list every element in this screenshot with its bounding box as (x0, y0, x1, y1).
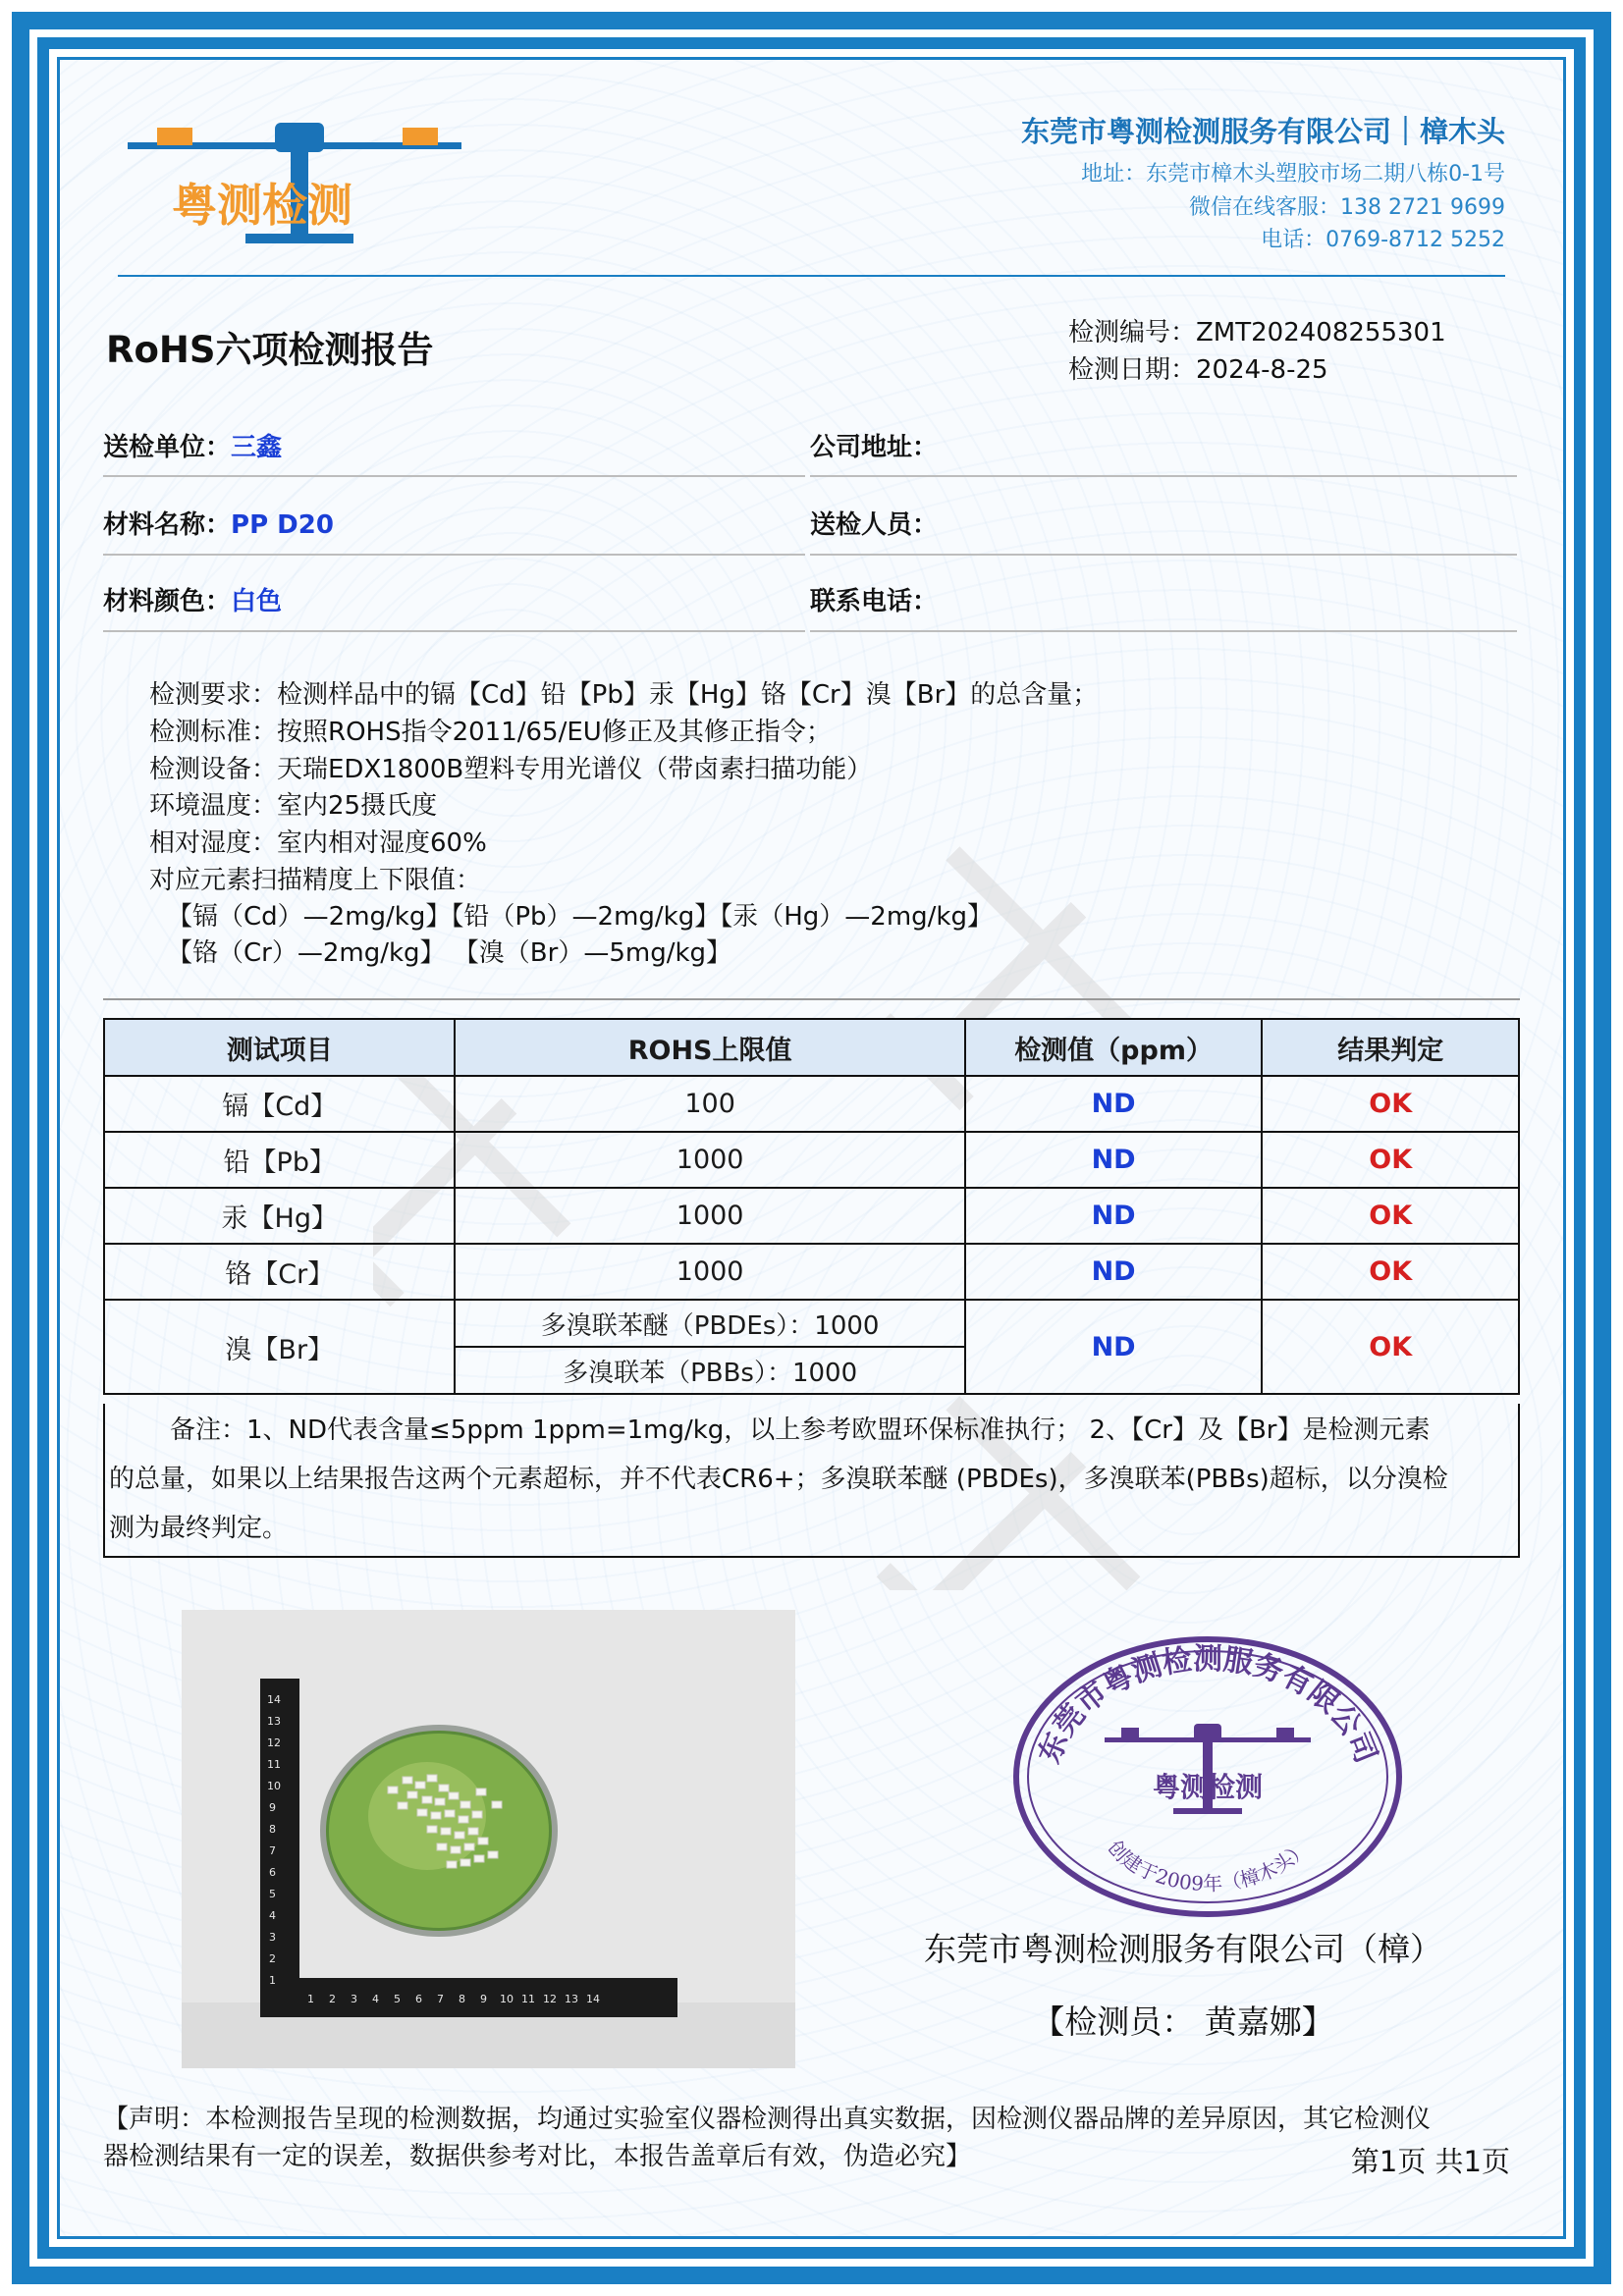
requirement-line: 对应元素扫描精度上下限值： (149, 866, 482, 895)
cell-value: ND (965, 1188, 1263, 1244)
cell-value: ND (965, 1300, 1263, 1394)
stamp-company: 东莞市粤测检测服务有限公司（樟） (924, 1930, 1442, 1968)
declaration (103, 2101, 1527, 2175)
field-material-label: 材料名称： (103, 510, 232, 540)
cell-limit-pbbs: 多溴联苯（PBBs）：1000 (455, 1347, 964, 1394)
cell-result: OK (1262, 1244, 1519, 1300)
field-tel-label: 联系电话： (810, 587, 939, 616)
ruler-label: 12 (267, 1736, 281, 1749)
cell-item: 汞【Hg】 (104, 1188, 455, 1244)
requirement-line: 【镉（Cd）—2mg/kg】【铅（Pb）—2mg/kg】【汞（Hg）—2mg/kg】 (167, 902, 993, 932)
ruler-label: 12 (543, 1993, 557, 2005)
official-seal (1001, 1629, 1414, 1924)
sample-photo (182, 1610, 795, 2068)
ruler-label: 6 (269, 1866, 276, 1879)
requirement-line: 检测要求：检测样品中的镉【Cd】铅【Pb】汞【Hg】铬【Cr】溴【Br】的总含量； (149, 680, 1099, 710)
remarks-line: 测为最终判定。 (109, 1514, 289, 1543)
ruler-label: 3 (351, 1993, 357, 2005)
table-row (104, 1076, 1519, 1132)
cell-result: OK (1262, 1132, 1519, 1188)
ruler-label: 10 (267, 1780, 281, 1792)
ruler-label: 13 (565, 1993, 578, 2005)
results-table (103, 1018, 1520, 1395)
ruler-label: 1 (269, 1974, 276, 1987)
field-material (103, 505, 334, 541)
ruler-label: 8 (269, 1823, 276, 1836)
field-unit (103, 427, 282, 463)
company-address: 地址：东莞市樟木头塑胶市场二期八栋0-1号 (1081, 162, 1505, 187)
cell-result: OK (1262, 1076, 1519, 1132)
report-title: RoHS六项检测报告 (106, 329, 434, 371)
requirement-line: 【铬（Cr）—2mg/kg】 【溴（Br）—5mg/kg】 (167, 938, 732, 968)
cell-value: ND (965, 1244, 1263, 1300)
table-row (104, 1244, 1519, 1300)
ruler-label: 9 (480, 1993, 487, 2005)
field-sender (810, 505, 938, 541)
cell-item: 溴【Br】 (104, 1300, 455, 1394)
cell-limit-pbdes: 多溴联苯醚（PBDEs）：1000 (455, 1300, 964, 1347)
cell-limit: 1000 (455, 1132, 964, 1188)
field-color (103, 581, 282, 617)
requirement-line: 检测标准：按照ROHS指令2011/65/EU修正及其修正指令； (149, 718, 832, 747)
header-limit: ROHS上限值 (455, 1019, 964, 1076)
ruler-label: 10 (500, 1993, 514, 2005)
ruler-label: 13 (267, 1715, 281, 1728)
declaration-line: 器检测结果有一定的误差，数据供参考对比，本报告盖章后有效，伪造必究】 (103, 2142, 972, 2171)
ruler-label: 7 (437, 1993, 444, 2005)
cell-item: 铅【Pb】 (104, 1132, 455, 1188)
ruler-label: 3 (269, 1931, 276, 1944)
cell-limit: 1000 (455, 1188, 964, 1244)
remarks-line: 备注：1、ND代表含量≤5ppm 1ppm=1mg/kg，以上参考欧盟环保标准执行； 2、【Cr】及【Br】是检测元素 (170, 1415, 1431, 1445)
ruler-label: 7 (269, 1844, 276, 1857)
table-header-row (104, 1019, 1519, 1076)
cell-value: ND (965, 1076, 1263, 1132)
company-wechat: 微信在线客服：138 2721 9699 (1189, 195, 1505, 220)
field-rule (810, 630, 1517, 632)
field-material-value: PP D20 (231, 510, 334, 540)
company-phone: 电话：0769-8712 5252 (1261, 228, 1505, 252)
declaration-line: 【声明：本检测报告呈现的检测数据，均通过实验室仪器检测得出真实数据，因检测仪器品牌的差异原因，其它检测仪 (103, 2105, 1432, 2134)
seal-logo-text: 粤测检测 (1152, 1771, 1264, 1803)
page-number: 第1页 共1页 (1350, 2145, 1510, 2178)
requirement-line: 环境温度：室内25摄氏度 (149, 791, 438, 821)
field-sender-label: 送检人员： (810, 510, 939, 540)
field-color-value: 白色 (231, 587, 283, 616)
ruler-label: 11 (267, 1758, 281, 1771)
remarks-line: 的总量，如果以上结果报告这两个元素超标，并不代表CR6+；多溴联苯醚 (PBDEs)，多溴联苯(PBBs)超标，以分溴检 (109, 1465, 1448, 1494)
cell-result: OK (1262, 1300, 1519, 1394)
inspector: 【检测员： 黄嘉娜】 (1032, 2002, 1334, 2041)
field-rule (103, 475, 805, 477)
ruler-label: 5 (394, 1993, 401, 2005)
logo-text: 粤测检测 (172, 179, 352, 232)
table-row (104, 1132, 1519, 1188)
cell-limit: 100 (455, 1076, 964, 1132)
ruler-label: 6 (415, 1993, 422, 2005)
header-result: 结果判定 (1262, 1019, 1519, 1076)
field-rule (103, 630, 805, 632)
table-row-br (104, 1300, 1519, 1347)
field-rule (810, 475, 1517, 477)
ruler-label: 4 (269, 1909, 276, 1922)
svg-text:创建于2009年（樟木头） (1103, 1836, 1312, 1896)
cell-item: 镉【Cd】 (104, 1076, 455, 1132)
ruler-label: 11 (521, 1993, 535, 2005)
requirement-line: 检测设备：天瑞EDX1800B塑料专用光谱仪（带卤素扫描功能） (149, 755, 873, 784)
company-logo (128, 118, 471, 255)
cell-item: 铬【Cr】 (104, 1244, 455, 1300)
field-color-label: 材料颜色： (103, 587, 232, 616)
field-address (810, 427, 938, 463)
cell-value: ND (965, 1132, 1263, 1188)
ruler-label: 2 (329, 1993, 336, 2005)
field-tel (810, 581, 938, 617)
cell-result: OK (1262, 1188, 1519, 1244)
ruler-label: 4 (372, 1993, 379, 2005)
ruler-label: 1 (307, 1993, 314, 2005)
seal-founded-text: 创建于2009年（樟木头） (1103, 1835, 1313, 1896)
remarks-box (103, 1404, 1520, 1558)
header-value: 检测值（ppm） (965, 1019, 1263, 1076)
field-unit-label: 送检单位： (103, 433, 232, 462)
ruler-label: 5 (269, 1888, 276, 1900)
field-rule (810, 554, 1517, 556)
seal-ring-text: 东莞市粤测检测服务有限公司 (1032, 1642, 1383, 1769)
ruler-label: 9 (269, 1801, 276, 1814)
ruler-label: 14 (586, 1993, 600, 2005)
table-row (104, 1188, 1519, 1244)
header-test-item: 测试项目 (104, 1019, 455, 1076)
requirement-line: 相对湿度：室内相对湿度60% (149, 828, 487, 858)
field-unit-value: 三鑫 (231, 433, 283, 462)
field-address-label: 公司地址： (810, 433, 939, 462)
ruler-label: 8 (459, 1993, 465, 2005)
section-divider (103, 998, 1520, 1000)
ruler-label: 2 (269, 1952, 276, 1965)
field-rule (103, 554, 805, 556)
report-date: 检测日期：2024-8-25 (1068, 355, 1328, 385)
cell-limit: 1000 (455, 1244, 964, 1300)
header-divider (118, 275, 1505, 277)
report-number: 检测编号：ZMT202408255301 (1068, 318, 1446, 347)
company-name: 东莞市粤测检测服务有限公司｜樟木头 (1020, 115, 1505, 148)
ruler-label: 14 (267, 1693, 281, 1706)
